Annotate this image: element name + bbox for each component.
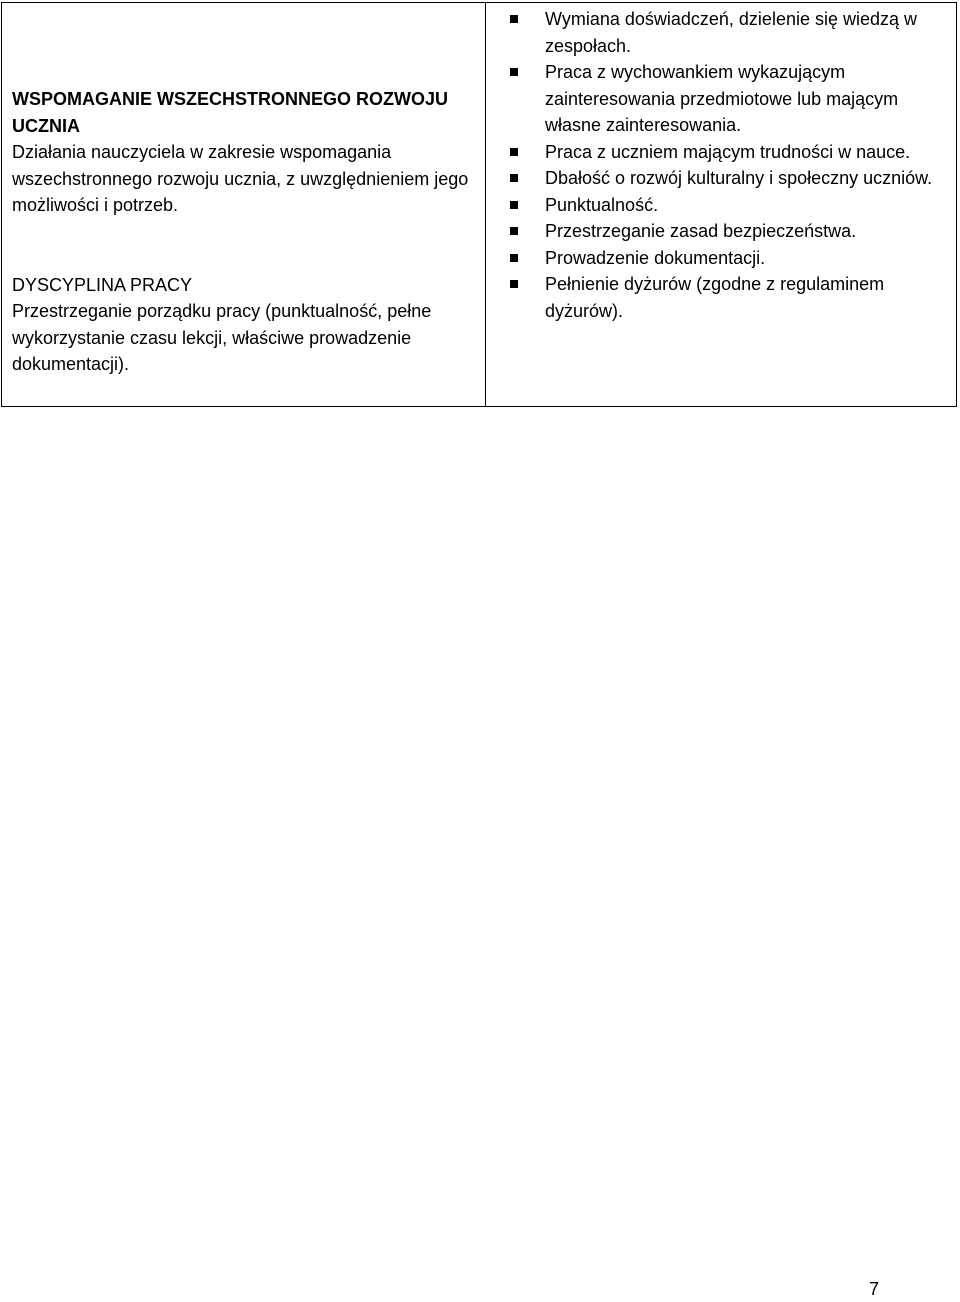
square-bullet-icon (510, 254, 518, 262)
list-item-text: Prowadzenie dokumentacji. (545, 247, 766, 268)
list-item-text: Praca z wychowankiem wykazującym zainteresowania przedmiotowe lub mającym własne zainteresowania. (545, 62, 899, 135)
list-item (510, 59, 948, 139)
list-item (510, 192, 948, 219)
table-row (2, 3, 957, 407)
list-item (510, 165, 948, 192)
criteria-cell (2, 3, 486, 407)
square-bullet-icon (510, 148, 518, 156)
list-item-text: Pełnienie dyżurów (zgodne z regulaminem dyżurów). (545, 274, 885, 321)
square-bullet-icon (510, 174, 518, 182)
list-item-text: Wymiana doświadczeń, dzielenie się wiedzą w zespołach. (545, 9, 918, 56)
list-item-text: Punktualność. (545, 194, 659, 215)
list-item-text: Przestrzeganie zasad bezpieczeństwa. (545, 221, 857, 241)
square-bullet-icon (510, 68, 518, 76)
list-item (510, 6, 948, 59)
section-heading-development: WSPOMAGANIE WSZECHSTRONNEGO ROZWOJU UCZNIA (12, 89, 448, 136)
list-item (510, 271, 948, 324)
section-spacer (12, 219, 475, 272)
section-heading-discipline: DYSCYPLINA PRACY (12, 274, 193, 295)
indicators-cell (486, 3, 957, 407)
list-item (510, 245, 948, 272)
list-item (510, 139, 948, 166)
square-bullet-icon (510, 280, 518, 288)
section-text-discipline: Przestrzeganie porządku pracy (punktualność, pełne wykorzystanie czasu lekcji, właściwe prowadzenie dokumentacji). (12, 301, 432, 374)
list-item (510, 218, 948, 245)
section-text-development: Działania nauczyciela w zakresie wspomagania wszechstronnego rozwoju ucznia, z uwzględnieniem jego możliwości i potrzeb. (12, 142, 469, 215)
indicator-list (510, 6, 948, 324)
list-item-text: Dbałość o rozwój kulturalny i społeczny uczniów. (545, 168, 933, 188)
criteria-table (1, 2, 957, 407)
square-bullet-icon (510, 15, 518, 23)
square-bullet-icon (510, 201, 518, 209)
list-item-text: Praca z uczniem mającym trudności w nauce. (545, 141, 911, 162)
page-number: 7 (869, 1279, 880, 1299)
square-bullet-icon (510, 227, 518, 235)
